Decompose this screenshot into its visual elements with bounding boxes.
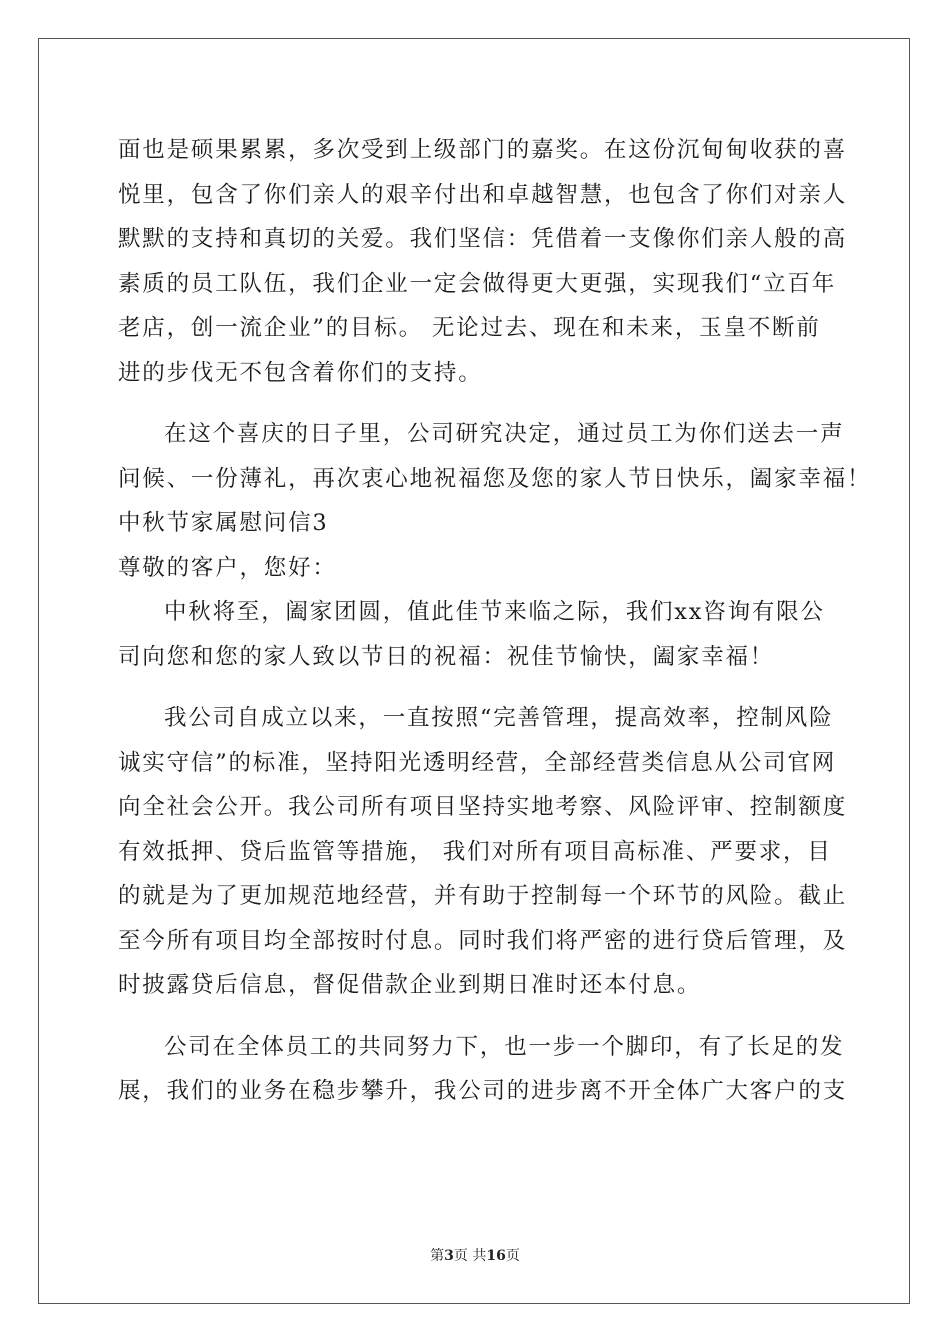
text-line: 有效抵押、贷后监管等措施， 我们对所有项目高标准、严要求，目	[118, 838, 832, 865]
paragraph-gap	[118, 1008, 838, 1025]
paragraph	[118, 696, 848, 1008]
text-line: 中秋将至，阖家团圆，值此佳节来临之际，我们xx咨询有限公	[164, 599, 825, 625]
paragraph	[118, 1025, 848, 1114]
paragraph	[118, 501, 838, 546]
paragraph-gap	[118, 395, 838, 412]
paragraph	[118, 128, 848, 395]
text-line: 的就是为了更加规范地经营，并有助于控制每一个环节的风险。截止	[118, 883, 848, 909]
text-line: 时披露贷后信息，督促借款企业到期日准时还本付息。	[118, 972, 702, 998]
text-line: 悦里，包含了你们亲人的艰辛付出和卓越智慧，也包含了你们对亲人	[118, 181, 848, 208]
text-line: 老店，创一流企业”的目标。 无论过去、现在和未来，玉皇不断前	[118, 315, 821, 341]
text-line: 素质的员工队伍，我们企业一定会做得更大更强，实现我们“立百年	[118, 270, 837, 297]
footer-page-number: 3	[444, 1248, 454, 1264]
page-footer	[0, 1245, 950, 1265]
text-line: 中秋节家属慰问信3	[118, 510, 329, 536]
footer-suffix: 页	[505, 1248, 520, 1264]
text-line: 问候、一份薄礼，再次衷心地祝福您及您的家人节日快乐，阖家幸福！	[118, 465, 872, 492]
text-line: 司向您和您的家人致以节日的祝福：祝佳节愉快，阖家幸福！	[118, 643, 775, 670]
text-line: 默默的支持和真切的关爱。我们坚信：凭借着一支像你们亲人般的高	[118, 226, 848, 252]
footer-mid: 页 共	[453, 1248, 487, 1264]
text-line: 展，我们的业务在稳步攀升，我公司的进步离不开全体广大客户的支	[118, 1078, 848, 1104]
footer-total-pages: 16	[486, 1248, 506, 1264]
paragraph	[118, 546, 838, 591]
document-body	[118, 128, 872, 1114]
text-line: 至今所有项目均全部按时付息。同时我们将严密的进行贷后管理，及	[118, 927, 848, 954]
footer-prefix: 第	[430, 1248, 445, 1264]
text-line: 公司在全体员工的共同努力下，也一步一个脚印，有了长足的发	[164, 1033, 845, 1060]
text-line: 我公司自成立以来，一直按照“完善管理，提高效率，控制风险	[164, 705, 834, 731]
text-line: 在这个喜庆的日子里，公司研究决定，通过员工为你们送去一声	[164, 421, 845, 447]
paragraph-gap	[118, 679, 838, 696]
text-line: 诚实守信”的标准，坚持阳光透明经营，全部经营类信息从公司官网	[118, 749, 837, 776]
text-line: 面也是硕果累累，多次受到上级部门的嘉奖。在这份沉甸甸收获的喜	[118, 137, 848, 163]
text-line: 尊敬的客户，您好：	[118, 554, 337, 581]
text-line: 进的步伐无不包含着你们的支持。	[118, 359, 483, 386]
paragraph	[118, 412, 872, 501]
text-line: 向全社会公开。我公司所有项目坚持实地考察、风险评审、控制额度	[118, 794, 848, 820]
paragraph	[118, 590, 838, 679]
